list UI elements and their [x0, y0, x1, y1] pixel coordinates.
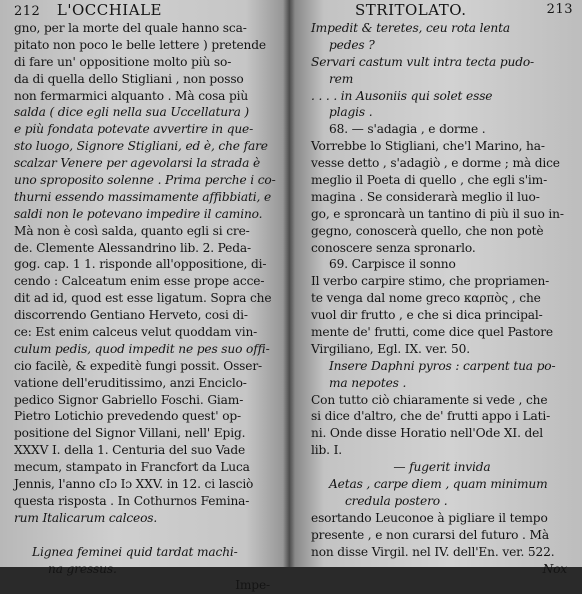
right-page-line: gegno, conoscerà quello, che non potè — [311, 223, 544, 238]
left-page-line: na gressus. — [48, 561, 117, 576]
left-page-line: di fare un' oppositione molto più so- — [14, 54, 232, 69]
right-page-line: Virgiliano, Egl. IX. ver. 50. — [311, 341, 470, 356]
left-page-line: uno sproposito solenne . Prima perche i co- — [14, 173, 276, 188]
left-page-line: XXXV I. della 1. Centuria del suo Vade — [14, 443, 246, 458]
right-page-line: Nox — [542, 561, 567, 576]
left-page-line: pedico Signor Gabriello Foschi. Giam- — [14, 392, 244, 407]
right-page-line: Con tutto ciò chiaramente si vede , che — [311, 392, 548, 407]
right-page-line: Aetas , carpe diem , quam minimum — [329, 477, 548, 492]
left-page-line: de. Clemente Alessandrino lib. 2. Peda- — [14, 240, 251, 255]
left-page-line: saldi non le potevano impedire il camino. — [14, 206, 263, 221]
right-page-line: . . . . in Ausoniis qui solet esse — [311, 88, 493, 103]
left-page-line: dit ad id, quod est esse ligatum. Sopra che — [14, 291, 272, 306]
right-page — [289, 0, 582, 576]
right-page-line: non disse Virgil. nel IV. dell'En. ver. 522. — [311, 544, 555, 559]
right-page-line: Servari castum vult intra tecta pudo- — [311, 54, 535, 69]
right-page-line: plagis . — [329, 105, 373, 120]
left-page-line: rum Italicarum calceos. — [14, 510, 158, 525]
right-page-line: esortando Leuconoe à pigliare il tempo — [311, 510, 548, 525]
left-page-line: discorrendo Gentiano Herveto, cosi di- — [14, 308, 248, 323]
left-page-line: Jennis, l'anno cIɔ Iɔ XXV. in 12. ci lasciò — [14, 477, 254, 492]
left-page-line: Pietro Lotichio prevedendo quest' op- — [14, 409, 242, 424]
right-page-line: credula postero . — [345, 493, 448, 508]
left-page-line: questa risposta . In Cothurnos Femina- — [14, 493, 250, 508]
right-page-line: pedes ? — [329, 37, 375, 52]
left-page-line: ce: Est enim calceus velut quoddam vin- — [14, 325, 258, 340]
left-page-line: vatione dell'eruditissimo, anzi Enciclo- — [14, 375, 247, 390]
right-page-line: magina . Se considerarà meglio il luo- — [311, 189, 540, 204]
left-page-line: e più fondata potevate avvertire in que- — [14, 122, 254, 137]
right-page-line: Vorrebbe lo Stigliani, che'l Marino, ha- — [311, 139, 545, 154]
left-page-line: mecum, stampato in Francfort da Luca — [14, 460, 250, 475]
right-page-line: ni. Onde disse Horatio nell'Ode XI. del — [311, 426, 543, 441]
left-page-line — [14, 527, 276, 544]
right-page-line: si dice d'altro, che de' frutti appo i Lati- — [311, 409, 551, 424]
right-page-title: STRITOLATO. — [355, 1, 467, 19]
right-page-line: conoscere senza spronarlo. — [311, 240, 476, 255]
right-page-line: vesse detto , s'adagiò , e dorme ; mà dice — [311, 156, 560, 171]
right-page-line: mente de' frutti, come dice quel Pastore — [311, 325, 553, 340]
left-page-number: 212 — [14, 4, 41, 19]
left-page-line: Mà non è così salda, quanto egli si cre- — [14, 223, 250, 238]
right-page-line: go, e sproncarà un tantino di più il suo in- — [311, 206, 564, 221]
right-page-line: 68. — s'adagia , e dorme . — [329, 122, 486, 137]
left-page-line: culum pedis, quod impedit ne pes suo offi- — [14, 341, 270, 356]
left-page-line: Lignea feminei quid tardat machi- — [32, 544, 238, 559]
right-page-line: lib. I. — [311, 443, 342, 458]
left-page — [0, 0, 289, 593]
left-page-line: da di quella dello Stigliani , non posso — [14, 71, 244, 86]
right-page-line: vuol dir frutto , e che si dica principal- — [311, 308, 543, 323]
right-page-line: ma nepotes . — [329, 375, 407, 390]
right-page-line: meglio il Poeta di quello , che egli s'im- — [311, 173, 548, 188]
left-page-line: positione del Signor Villani, nell' Epig. — [14, 426, 246, 441]
left-page-line: non fermarmici alquanto . Mà cosa più — [14, 88, 249, 103]
left-page-line: sto luogo, Signore Stigliani, ed è, che fare — [14, 139, 268, 154]
left-page-line: Impe- — [235, 578, 270, 593]
right-page-line: Il verbo carpire stimo, che propriamen- — [311, 274, 550, 289]
left-page-line: salda ( dice egli nella sua Uccellatura ) — [14, 105, 250, 120]
left-page-header — [14, 0, 276, 20]
right-page-line: Insere Daphni pyros : carpent tua po- — [329, 358, 556, 373]
right-page-text — [311, 0, 573, 577]
left-page-line: thurni essendo massimamente affibbiati, e — [14, 189, 272, 204]
left-page-line: cendo : Calceatum enim esse prope acce- — [14, 274, 265, 289]
left-page-text — [14, 0, 276, 594]
right-page-line: rem — [329, 71, 354, 86]
right-page-header — [311, 0, 573, 20]
right-page-line: 69. Carpisce il sonno — [329, 257, 456, 272]
left-page-line: scalzar Venere per agevolarsi la strada è — [14, 156, 261, 171]
right-page-line: Impedit & teretes, ceu rota lenta — [311, 21, 510, 35]
left-page-title: L'OCCHIALE — [56, 1, 162, 19]
left-page-line: gno, per la morte del quale hanno sca- — [14, 21, 247, 35]
right-page-line: te venga dal nome greco καρπὸς , che — [311, 291, 541, 306]
right-page-number: 213 — [546, 2, 573, 17]
left-page-line: cio facilè, & expeditè fungi possit. Osser- — [14, 358, 262, 373]
right-page-line: — fugerit invida — [393, 460, 491, 475]
left-page-line: pitato non poco le belle lettere ) pretende — [14, 37, 266, 52]
left-page-line: gog. cap. 1 1. risponde all'oppositione, di- — [14, 257, 267, 272]
right-page-line: presente , e non curarsi del futuro . Mà — [311, 527, 549, 542]
